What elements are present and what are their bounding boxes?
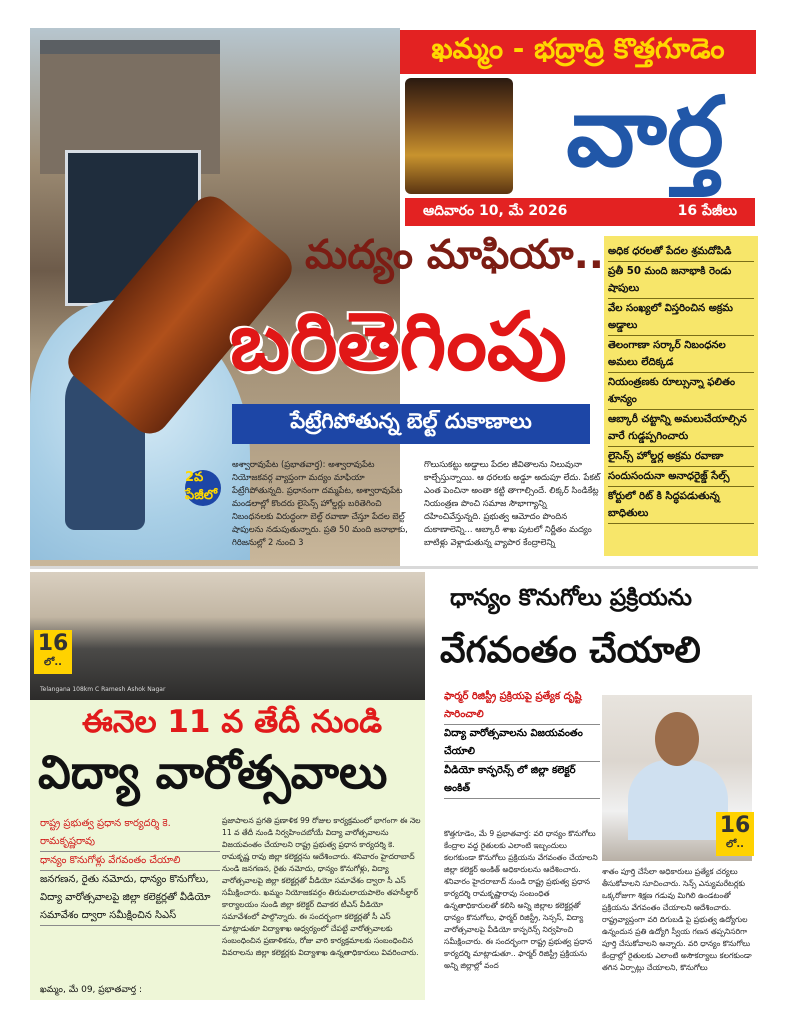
deity-image xyxy=(405,78,513,194)
sidebar-item: ప్రతీ 50 మంది జనాభాకి రెండు షాపులు xyxy=(608,262,754,299)
sidebar-item: తెలంగాణా సర్కార్ నిబంధనల అమలు లేదిక్కడ xyxy=(608,336,754,373)
lead-body xyxy=(232,458,602,556)
education-headline-line2[interactable]: విద్యా వారోత్సవాలు xyxy=(38,745,388,799)
highlights-sidebar xyxy=(604,236,758,556)
masthead-region: ఖమ్మం - భద్రాద్రి కొత్తగూడెం xyxy=(400,30,756,74)
grain-headline-line2[interactable]: వేగవంతం చేయాలి xyxy=(440,630,701,671)
newspaper-logo[interactable]: వార్త xyxy=(566,76,724,188)
lead-headline-line2[interactable]: బరితెగింపు xyxy=(230,295,567,388)
education-headline-line1[interactable]: ఈనెల 11 వ తేదీ నుండి xyxy=(82,704,383,740)
deck-item: రాష్ట్ర ప్రభుత్వ ప్రధాన కార్యదర్శి కె. రామకృష్ణరావు xyxy=(40,815,220,852)
sidebar-item: అధిక ధరలతో పేదల శ్రమదోపిడి xyxy=(608,242,754,262)
deck-item: జనగణన, రైతు నమోదు, ధాన్యం కొనుగోలు, విద్యా వారోత్సవాలపై జిల్లా కలెక్టర్లతో వీడియో సమావేశం ద్వారా సమీక్షించిన సిఎస్ xyxy=(40,871,220,926)
lead-body-col1: అశ్వారావుపేట (ప్రభాతవార్త): అశ్వారావుపేట నియోజకవర్గ వ్యాప్తంగా మద్యం మాఫియా పేట్రేగిపోతున్నది. ప్రధానంగా దమ్మపేట, అశ్వారావుపేట మండలాల్లో కొందరు లైసెన్స్ హోల్డర్లు బరితెగించి నిబంధనలకు విరుద్ధంగా బెల్ట్ రవాణా చేస్తూ పేదల బెల్ట్ షాపులను నడుపుతున్నారు. ప్రతి 50 మంది జనాభాకు, గిరిజనుల్లో 2 నుంచి 3 xyxy=(232,459,408,547)
continued-badge[interactable]: 2వ పేజీలో xyxy=(185,470,221,506)
page-ref-badge[interactable] xyxy=(34,630,72,674)
date-band xyxy=(405,198,755,226)
lead-headline-line1[interactable]: మద్యం మాఫియా.. xyxy=(305,232,604,278)
sidebar-item: సందుసందునా అనాధరైజ్డ్ సేల్స్ xyxy=(608,467,754,487)
deck-item: ధాన్యం కొనుగోళ్లు వేగవంతం చేయాలి xyxy=(40,852,220,871)
deck-item: విద్యా వారోత్సవాలను విజయవంతం చేయాలి xyxy=(444,725,600,762)
page-ref-number: 16 xyxy=(37,631,69,656)
sidebar-item: వేల సంఖ్యలో విస్తరించిన అక్రమ అడ్డాలు xyxy=(608,299,754,336)
sidebar-item: ఆబ్కారీ చట్టాన్ని అమలుచేయాల్సిన వారే గుడ్డప్పగించారు xyxy=(608,410,754,447)
section-divider xyxy=(30,566,758,569)
education-body: ప్రజాపాలన ప్రగతి ప్రణాళిక 99 రోజుల కార్యక్రమంలో భాగంగా ఈ నెల 11 వ తేదీ నుండి నిర్వహించబోయే విద్యా వారోత్సవాలను విజయవంతం చేయాలని రాష్ట్ర ప్రభుత్వ ప్రధాన కార్యదర్శి కె. రామకృష్ణ రావు జిల్లా కలెక్టర్లను ఆదేశించారు. శనివారం హైదరాబాద్ నుండి జనగణన, రైతు నమోదు, ధాన్యం కొనుగోళ్లు, విద్యా వారోత్సవాలపై జిల్లా కలెక్టర్లతో వీడియో సమావేశం ద్వారా సీ ఎస్ సమీక్షించారు. ఖమ్మం నియోజకవర్గం తిరుమలాయపాలెం తహసీల్దార్ కార్యాలయం నుండి జిల్లా కలెక్టర్ దివాకర టీఎస్ వీడియో సమావేశంలో పాల్గొన్నారు. ఈ సందర్భంగా కలెక్టర్లతో సీ ఎస్ మాట్లాడుతూ విద్యాశాఖ ఆధ్వర్యంలో చేపట్టే వారోత్సవాలకు సంబంధించిన ప్రణాళికను, రోజు వారి కార్యక్రమాలకు సంబంధించిన వివరాలను జిల్లా కలెక్టర్లకు విద్యాశాఖ ఉన్నతాధికారులు వివరించారు. xyxy=(222,816,421,957)
page-ref-badge[interactable] xyxy=(716,812,754,856)
sidebar-item: లైసెన్స్ హోల్డర్ల అక్రమ రవాణా xyxy=(608,447,754,467)
sidebar-item: నియంత్రణకు రూల్సున్నా ఫలితం శూన్యం xyxy=(608,373,754,410)
grain-headline-line1[interactable]: ధాన్యం కొనుగోలు ప్రక్రియను xyxy=(450,585,692,611)
meeting-photo xyxy=(30,572,425,700)
collector-head xyxy=(655,712,699,766)
collector-figure xyxy=(628,760,728,840)
grain-body-col2: శాతం పూర్తి చేసేలా అధికారులు ప్రత్యేక చర్యలు తీసుకోవాలని సూచించారు. సెన్స్ ఎన్యుమరేటర్లకు ఒక్కరోజుగా శిక్షణ గడువు మిగిలి ఉండటంతో ప్రక్రియను వేగవంతం చేయాలని ఆదేశించారు. రాష్ట్రవ్యాప్తంగా వరి దిగుబడి పై ప్రభుత్వ ఉద్యోగుల ఉన్నందున ప్రతి ఉద్యోగి స్వీయ గణన తప్పనిసరిగా పూర్తి చేసుకోవాలని అన్నారు. వరి ధాన్యం కొనుగోలు కేంద్రాల్లో రైతులకు ఎలాంటి అసౌకర్యాలు కలగకుండా తగిన ఏర్పాట్లు చేయాలని, కొనుగోలు xyxy=(602,867,752,972)
education-deck xyxy=(40,815,220,926)
lead-subhead: పేట్రేగిపోతున్న బెల్ట్ దుకాణాలు xyxy=(232,404,590,444)
sidebar-item: కోర్టులో రిట్ కి సిద్ధపడుతున్న బాధితులు xyxy=(608,487,754,524)
page-ref-suffix: లో.. xyxy=(726,839,744,850)
photo-caption: Telangana 108km C Ramesh Ashok Nagar xyxy=(40,686,166,693)
grain-deck xyxy=(444,688,600,799)
page-count: 16 పేజీలు xyxy=(677,202,737,219)
deck-item: వీడియో కాన్ఫరెన్స్ లో జిల్లా కలెక్టర్ అంకిత్ xyxy=(444,762,600,799)
issue-date: ఆదివారం 10, మే 2026 xyxy=(423,202,568,219)
grain-body-col1: కొత్తగూడెం, మే 9 ప్రభాతవార్త: వరి ధాన్యం కొనుగోలు కేంద్రాల వద్ద రైతులకు ఎలాంటి ఇబ్బందులు కలగకుండా కొనుగోలు ప్రక్రియను వేగవంతం చేయాలని జిల్లా కలెక్టర్ అంకిత్ అధికారులను ఆదేశించారు. శనివారం హైదరాబాద్ నుండి రాష్ట్ర ప్రభుత్వ ప్రధాన కార్యదర్శి రామకృష్ణారావు సంబంధిత ఉన్నతాధికారులతో కలిసి అన్ని జిల్లాల కలెక్టర్లతో ధాన్యం కొనుగోలు, ఫార్మర్ రిజిస్ట్రీ, సెన్సస్, విద్యా వారోత్సవాలపై వీడియో కాన్ఫరెన్స్ నిర్వహించి సమీక్షించారు. ఈ సందర్భంగా రాష్ట్ర ప్రభుత్వ ప్రధాన కార్యదర్శి మాట్లాడుతూ.. ఫార్మర్ రిజిస్ట్రీ ప్రక్రియను అన్ని జిల్లాల్లో వంద xyxy=(444,829,598,970)
page-ref-suffix: లో.. xyxy=(44,657,62,668)
lead-body-col2: గొలుసుకట్టు అడ్డాలు పేదల జీవితాలను నిలువునా కాల్చేస్తున్నాయి. ఆ ధరలకు అడ్డూ అదుపూ లేదు. పేకట్ ఎంత పెంచినా అంతా కట్టి తాగాల్సిందే. లిక్కర్ సిండికేట్ల నియంత్రణ పొంచి సమాజ సౌభాగ్యాన్ని దహించివేస్తున్నది. ప్రభుత్వ ఆమోదం పొందిన దుకాణాలెన్ని... ఆబ్కారీ శాఖ పుటలో నిర్ణీతం మద్యం బాటిళ్లు వెళ్లాడుతున్న వ్యాపార కేంద్రాలెన్ని xyxy=(424,459,601,547)
deck-item: ఫార్మర్ రిజిస్ట్రీ ప్రక్రియపై ప్రత్యేక దృష్టి సారించాలి xyxy=(444,688,600,725)
education-dateline: ఖమ్మం, మే 09, ప్రభాతవార్త : xyxy=(40,985,142,995)
page-ref-number: 16 xyxy=(719,813,751,838)
